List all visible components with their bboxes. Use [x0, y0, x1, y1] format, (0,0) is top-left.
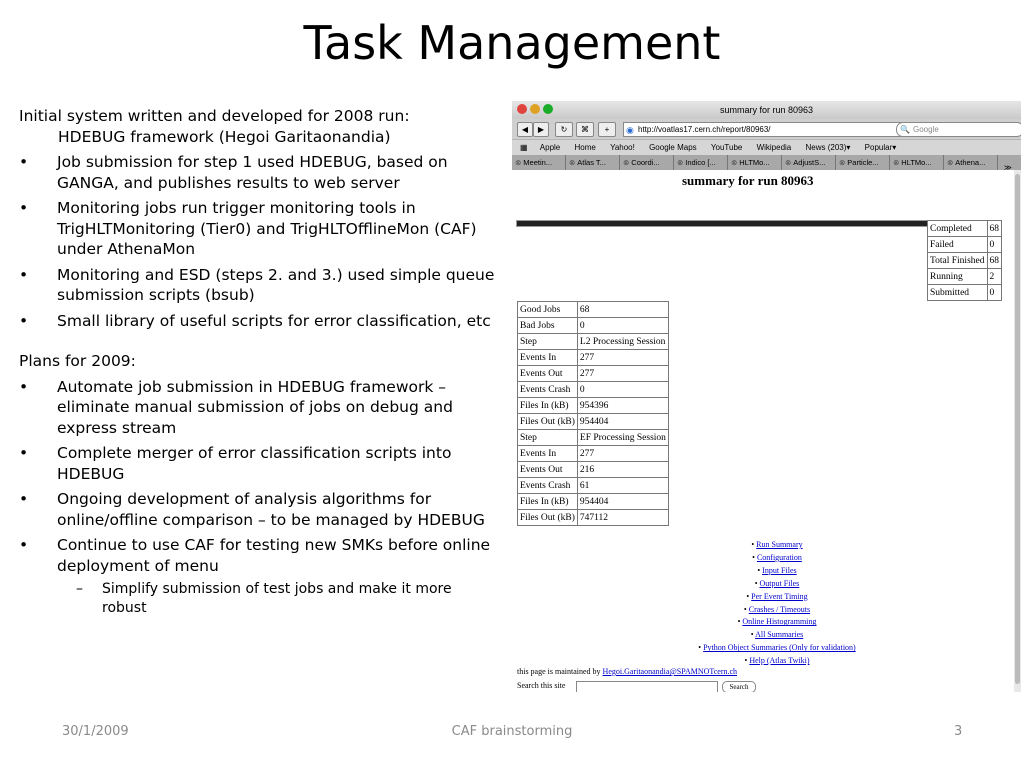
bullet-item: • Small library of useful scripts for error classification, etc — [19, 311, 495, 332]
link-input-files[interactable]: Input Files — [762, 565, 797, 575]
bookmark-yahoo[interactable]: Yahoo! — [610, 143, 635, 152]
table-row: Total Finished 68 — [928, 253, 1002, 269]
table-row: Step EF Processing Session — [518, 430, 669, 446]
close-tab-icon[interactable]: ⊗ — [839, 158, 846, 167]
browser-tab[interactable]: ⊗ Coordi... — [620, 155, 674, 170]
close-tab-icon[interactable]: ⊗ — [947, 158, 954, 167]
close-tab-icon[interactable]: ⊗ — [731, 158, 738, 167]
link-configuration[interactable]: Configuration — [756, 552, 802, 562]
footer-page-number: 3 — [954, 724, 963, 739]
page-heading: summary for run 80963 — [682, 173, 814, 188]
magnifier-icon: 🔍 — [900, 125, 910, 134]
link-all-summaries[interactable]: All Summaries — [755, 630, 804, 640]
table-row: Running 2 — [928, 269, 1002, 285]
table-row: Events Crash 0 — [518, 382, 669, 398]
table-row: Completed 68 — [928, 221, 1002, 237]
table-row: Good Jobs 68 — [518, 302, 669, 318]
bookmark-apple[interactable]: Apple — [539, 143, 561, 152]
close-tab-icon[interactable]: ⊗ — [569, 158, 576, 167]
bullets-2009 — [19, 377, 495, 619]
table-row: Submitted 0 — [928, 285, 1002, 301]
site-search-input[interactable] — [576, 681, 718, 692]
table-row: Files In (kB) 954404 — [518, 494, 669, 510]
table-row: Events Out 216 — [518, 462, 669, 478]
link-online-histogramming[interactable]: Online Histogramming — [742, 617, 817, 627]
vertical-scrollbar[interactable] — [1014, 170, 1021, 692]
reload-icon[interactable]: ↻ — [555, 122, 573, 137]
intro-line-1: Initial system written and developed for 2008 run: — [19, 107, 410, 125]
close-tab-icon[interactable]: ⊗ — [515, 158, 522, 167]
browser-tab[interactable]: ⊗ Athena... — [944, 155, 998, 170]
table-row: Failed 0 — [928, 237, 1002, 253]
footer-center: CAF brainstorming — [451, 724, 573, 739]
browser-tab[interactable]: ⊗ HLTMo... — [728, 155, 782, 170]
link-run-summary[interactable]: Run Summary — [756, 540, 803, 549]
table-row: Events In 277 — [518, 350, 669, 366]
bookmark-wikipedia[interactable]: Wikipedia — [756, 143, 792, 152]
google-search-input[interactable] — [896, 122, 1021, 137]
bookmark-google-maps[interactable]: Google Maps — [649, 143, 697, 152]
link-help[interactable]: Help (Atlas Twiki) — [749, 656, 810, 666]
close-tab-icon[interactable]: ⊗ — [893, 158, 900, 167]
bullet-item: • Continue to use CAF for testing new SMKs before online deployment of menu — [19, 535, 495, 576]
bookmarks-bar — [512, 139, 1021, 155]
maintainer-line: this page is maintained by Hegoi.Garitaonandia@SPAMNOTcern.ch — [517, 667, 738, 676]
web-page-content — [512, 170, 1021, 692]
table-row: Files Out (kB) 954404 — [518, 414, 669, 430]
close-tab-icon[interactable]: ⊗ — [623, 158, 630, 167]
browser-tab[interactable]: ⊗ HLTMo... — [890, 155, 944, 170]
close-tab-icon[interactable]: ⊗ — [785, 158, 792, 167]
add-bookmark-icon[interactable]: + — [598, 122, 616, 137]
bookmarks-icon[interactable]: ▦ — [520, 143, 528, 152]
bullet-item: • Monitoring and ESD (steps 2. and 3.) used simple queue submission scripts (bsub) — [19, 265, 495, 306]
table-row: Files In (kB) 954396 — [518, 398, 669, 414]
table-row: Files Out (kB) 747112 — [518, 510, 669, 526]
back-icon[interactable]: ◀ — [517, 122, 533, 137]
bullets-2008 — [19, 152, 495, 331]
table-row: Events Crash 61 — [518, 478, 669, 494]
jobs-table — [517, 301, 669, 526]
table-row: Step L2 Processing Session — [518, 334, 669, 350]
globe-icon: ◉ — [626, 125, 634, 135]
forward-icon[interactable]: ▶ — [533, 122, 549, 137]
bookmark-youtube[interactable]: YouTube — [710, 143, 743, 152]
sub-bullet-item: – Simplify submission of test jobs and make it more robust — [19, 580, 495, 618]
close-tab-icon[interactable]: ⊗ — [677, 158, 684, 167]
bullet-item: • Complete merger of error classification scripts into HDEBUG — [19, 443, 495, 484]
tab-bar — [512, 155, 1021, 170]
intro-line-2: HDEBUG framework (Hegoi Garitaonandia) — [58, 127, 391, 146]
browser-tab[interactable]: ⊗ Indico [... — [674, 155, 728, 170]
slide-title: Task Management — [303, 16, 721, 70]
snapback-icon[interactable]: ⌘ — [576, 122, 594, 137]
status-table — [927, 220, 1002, 301]
browser-tab[interactable]: ⊗ Particle... — [836, 155, 890, 170]
tab-overflow-icon[interactable]: ≫ — [1004, 163, 1012, 170]
bullet-item: • Automate job submission in HDEBUG framework – eliminate manual submission of jobs on debug and express stream — [19, 377, 495, 439]
progress-bar — [516, 220, 928, 227]
browser-tab[interactable]: ⊗ Meetin... — [512, 155, 566, 170]
browser-titlebar — [512, 101, 1021, 119]
window-title: summary for run 80963 — [719, 105, 814, 115]
bookmark-popular[interactable]: Popular▾ — [864, 143, 897, 152]
slide-body — [19, 106, 495, 618]
search-site-label: Search this site — [517, 681, 566, 690]
table-row: Events In 277 — [518, 446, 669, 462]
search-placeholder: Google — [913, 125, 939, 134]
link-per-event-timing[interactable]: Per Event Timing — [751, 591, 808, 601]
browser-window — [512, 101, 1021, 692]
link-output-files[interactable]: Output Files — [759, 578, 800, 588]
link-crashes-timeouts[interactable]: Crashes / Timeouts — [748, 604, 811, 614]
link-python-object-summaries[interactable]: Python Object Summaries (Only for validation) — [703, 643, 856, 653]
bookmark-news[interactable]: News (203)▾ — [805, 143, 851, 152]
table-row: Events Out 277 — [518, 366, 669, 382]
table-row: Bad Jobs 0 — [518, 318, 669, 334]
bookmark-home[interactable]: Home — [574, 143, 596, 152]
browser-toolbar — [512, 119, 1021, 139]
plans-heading: Plans for 2009: — [19, 352, 136, 370]
bullet-item: • Job submission for step 1 used HDEBUG, based on GANGA, and publishes results to web server — [19, 152, 495, 193]
bullet-item: • Monitoring jobs run trigger monitoring tools in TrigHLTMonitoring (Tier0) and TrigHLTOfflineMon (CAF) under AthenaMon — [19, 198, 495, 260]
url-text: http://voatlas17.cern.ch/report/80963/ — [638, 125, 771, 134]
report-links: • Run Summary • Configuration • Input Files • Output Files • Per Event Timing • Crashes / Timeouts • Online Histogramming • All Summaries • Python Object Summaries (Only for validation) • Help (Atlas Twiki) — [698, 540, 856, 666]
address-bar[interactable] — [623, 122, 910, 137]
footer-date: 30/1/2009 — [62, 724, 129, 739]
bullet-item: • Ongoing development of analysis algorithms for online/offline comparison – to be managed by HDEBUG — [19, 489, 495, 530]
site-search-button[interactable]: Search — [722, 681, 756, 692]
browser-tab[interactable]: ⊗ Atlas T... — [566, 155, 620, 170]
browser-tab[interactable]: ⊗ AdjustS... — [782, 155, 836, 170]
maintainer-email-link[interactable]: Hegoi.Garitaonandia@SPAMNOTcern.ch — [602, 667, 738, 676]
